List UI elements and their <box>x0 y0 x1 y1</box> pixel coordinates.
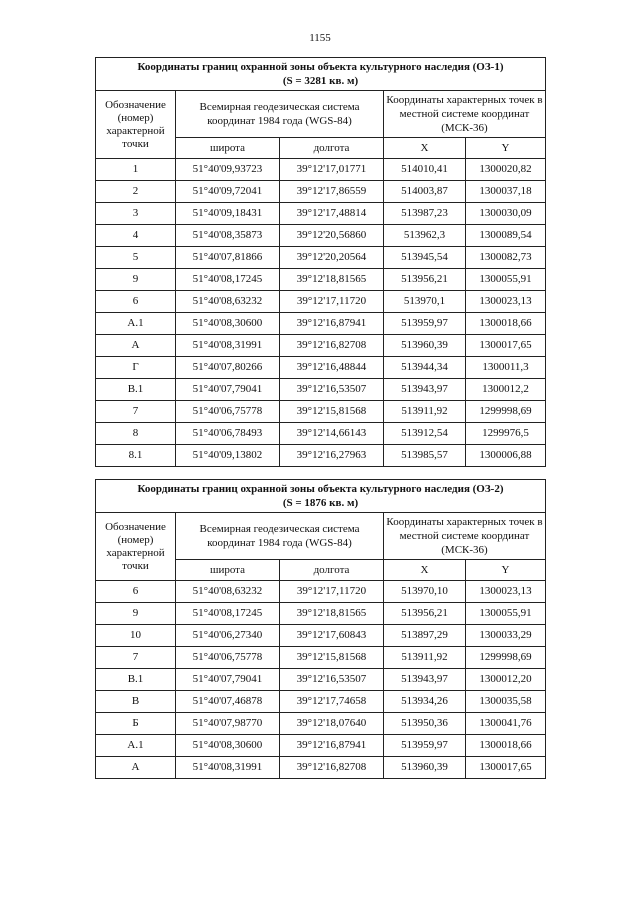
x-cell: 513956,21 <box>384 603 466 625</box>
table-row <box>96 335 546 357</box>
y-cell: 1300041,76 <box>466 713 546 735</box>
y-cell: 1299998,69 <box>466 647 546 669</box>
y-cell: 1299976,5 <box>466 423 546 445</box>
x-cell: 513960,39 <box>384 757 466 779</box>
oz2-title-text: Координаты границ охранной зоны объекта культурного наследия (ОЗ-2) <box>137 483 504 495</box>
oz1-table-title <box>96 58 546 91</box>
table-row <box>96 603 546 625</box>
y-cell: 1300018,66 <box>466 735 546 757</box>
point-cell: Б <box>96 713 176 735</box>
longitude-cell: 39°12'17,01771 <box>280 159 384 181</box>
y-cell: 1300037,18 <box>466 181 546 203</box>
y-column-header: Y <box>466 560 546 581</box>
y-cell: 1299998,69 <box>466 401 546 423</box>
point-cell: 7 <box>96 647 176 669</box>
longitude-cell: 39°12'16,53507 <box>280 669 384 691</box>
latitude-cell: 51°40'09,72041 <box>176 181 280 203</box>
table-row <box>96 269 546 291</box>
table-row <box>96 735 546 757</box>
oz2-table-title <box>96 480 546 513</box>
x-cell: 513945,54 <box>384 247 466 269</box>
x-cell: 513985,57 <box>384 445 466 467</box>
table-row <box>96 181 546 203</box>
msk-column-header: Координаты характерных точек в местной системе координат (МСК-36) <box>384 513 546 560</box>
msk-column-header: Координаты характерных точек в местной системе координат (МСК-36) <box>384 91 546 138</box>
x-cell: 513962,3 <box>384 225 466 247</box>
y-cell: 1300035,58 <box>466 691 546 713</box>
latitude-cell: 51°40'09,13802 <box>176 445 280 467</box>
point-cell: 1 <box>96 159 176 181</box>
table-row <box>96 423 546 445</box>
x-cell: 513897,29 <box>384 625 466 647</box>
latitude-cell: 51°40'07,79041 <box>176 669 280 691</box>
x-cell: 513950,36 <box>384 713 466 735</box>
y-cell: 1300018,66 <box>466 313 546 335</box>
point-cell: 7 <box>96 401 176 423</box>
longitude-cell: 39°12'18,07640 <box>280 713 384 735</box>
latitude-cell: 51°40'09,18431 <box>176 203 280 225</box>
longitude-cell: 39°12'14,66143 <box>280 423 384 445</box>
longitude-cell: 39°12'17,48814 <box>280 203 384 225</box>
longitude-cell: 39°12'17,11720 <box>280 291 384 313</box>
table-row <box>96 401 546 423</box>
point-cell: А <box>96 757 176 779</box>
longitude-cell: 39°12'15,81568 <box>280 647 384 669</box>
x-cell: 513934,26 <box>384 691 466 713</box>
x-cell: 513943,97 <box>384 669 466 691</box>
x-cell: 513970,10 <box>384 581 466 603</box>
y-cell: 1300055,91 <box>466 603 546 625</box>
y-cell: 1300012,20 <box>466 669 546 691</box>
wgs-column-header: Всемирная геодезическая система координат 1984 года (WGS-84) <box>176 513 384 560</box>
y-cell: 1300082,73 <box>466 247 546 269</box>
longitude-column-header: долгота <box>280 560 384 581</box>
wgs-column-header: Всемирная геодезическая система координат 1984 года (WGS-84) <box>176 91 384 138</box>
point-cell: 5 <box>96 247 176 269</box>
y-cell: 1300033,29 <box>466 625 546 647</box>
point-cell: А <box>96 335 176 357</box>
table-row <box>96 203 546 225</box>
y-cell: 1300011,3 <box>466 357 546 379</box>
longitude-cell: 39°12'16,48844 <box>280 357 384 379</box>
y-cell: 1300006,88 <box>466 445 546 467</box>
latitude-column-header: широта <box>176 560 280 581</box>
x-cell: 513944,34 <box>384 357 466 379</box>
table-row <box>96 291 546 313</box>
latitude-cell: 51°40'08,30600 <box>176 313 280 335</box>
latitude-column-header: широта <box>176 138 280 159</box>
longitude-cell: 39°12'16,82708 <box>280 757 384 779</box>
longitude-cell: 39°12'18,81565 <box>280 603 384 625</box>
longitude-cell: 39°12'16,53507 <box>280 379 384 401</box>
y-cell: 1300023,13 <box>466 291 546 313</box>
latitude-cell: 51°40'07,81866 <box>176 247 280 269</box>
x-column-header: X <box>384 560 466 581</box>
latitude-cell: 51°40'08,63232 <box>176 291 280 313</box>
oz1-area-text: (S = 3281 кв. м) <box>282 75 359 87</box>
table-row <box>96 159 546 181</box>
x-column-header: X <box>384 138 466 159</box>
table-row <box>96 691 546 713</box>
y-cell: 1300012,2 <box>466 379 546 401</box>
table-row <box>96 713 546 735</box>
longitude-cell: 39°12'16,27963 <box>280 445 384 467</box>
x-cell: 513911,92 <box>384 401 466 423</box>
latitude-cell: 51°40'08,63232 <box>176 581 280 603</box>
table-row <box>96 581 546 603</box>
table-row <box>96 225 546 247</box>
latitude-cell: 51°40'07,98770 <box>176 713 280 735</box>
table-row <box>96 357 546 379</box>
longitude-cell: 39°12'15,81568 <box>280 401 384 423</box>
point-cell: А.1 <box>96 735 176 757</box>
x-cell: 513912,54 <box>384 423 466 445</box>
longitude-cell: 39°12'17,11720 <box>280 581 384 603</box>
oz1-coordinates-table <box>95 57 546 467</box>
table-row <box>96 625 546 647</box>
oz2-coordinates-table <box>95 479 546 779</box>
longitude-column-header: долгота <box>280 138 384 159</box>
latitude-cell: 51°40'08,35873 <box>176 225 280 247</box>
longitude-cell: 39°12'17,60843 <box>280 625 384 647</box>
longitude-cell: 39°12'16,82708 <box>280 335 384 357</box>
longitude-cell: 39°12'17,74658 <box>280 691 384 713</box>
y-column-header: Y <box>466 138 546 159</box>
latitude-cell: 51°40'09,93723 <box>176 159 280 181</box>
point-cell: Г <box>96 357 176 379</box>
page-number: 1155 <box>309 32 331 44</box>
point-cell: В.1 <box>96 669 176 691</box>
point-cell: 2 <box>96 181 176 203</box>
x-cell: 513960,39 <box>384 335 466 357</box>
latitude-cell: 51°40'08,17245 <box>176 269 280 291</box>
longitude-cell: 39°12'20,56860 <box>280 225 384 247</box>
point-cell: 8 <box>96 423 176 445</box>
point-cell: 6 <box>96 581 176 603</box>
point-cell: 9 <box>96 269 176 291</box>
point-cell: 10 <box>96 625 176 647</box>
y-cell: 1300055,91 <box>466 269 546 291</box>
longitude-cell: 39°12'20,20564 <box>280 247 384 269</box>
latitude-cell: 51°40'06,75778 <box>176 647 280 669</box>
oz1-title-text: Координаты границ охранной зоны объекта культурного наследия (ОЗ-1) <box>137 61 504 73</box>
longitude-cell: 39°12'16,87941 <box>280 313 384 335</box>
x-cell: 513970,1 <box>384 291 466 313</box>
x-cell: 513911,92 <box>384 647 466 669</box>
y-cell: 1300017,65 <box>466 335 546 357</box>
table-row <box>96 669 546 691</box>
table-row <box>96 757 546 779</box>
latitude-cell: 51°40'08,31991 <box>176 335 280 357</box>
longitude-cell: 39°12'16,87941 <box>280 735 384 757</box>
point-cell: В.1 <box>96 379 176 401</box>
y-cell: 1300089,54 <box>466 225 546 247</box>
x-cell: 513959,97 <box>384 313 466 335</box>
table-row <box>96 247 546 269</box>
x-cell: 514010,41 <box>384 159 466 181</box>
point-column-header: Обозначение (номер) характерной точки <box>96 91 176 159</box>
x-cell: 513943,97 <box>384 379 466 401</box>
latitude-cell: 51°40'06,75778 <box>176 401 280 423</box>
longitude-cell: 39°12'17,86559 <box>280 181 384 203</box>
point-cell: 4 <box>96 225 176 247</box>
y-cell: 1300023,13 <box>466 581 546 603</box>
latitude-cell: 51°40'06,78493 <box>176 423 280 445</box>
point-cell: А.1 <box>96 313 176 335</box>
latitude-cell: 51°40'08,31991 <box>176 757 280 779</box>
x-cell: 513956,21 <box>384 269 466 291</box>
y-cell: 1300020,82 <box>466 159 546 181</box>
point-cell: 9 <box>96 603 176 625</box>
table-row <box>96 313 546 335</box>
latitude-cell: 51°40'08,17245 <box>176 603 280 625</box>
y-cell: 1300017,65 <box>466 757 546 779</box>
point-column-header: Обозначение (номер) характерной точки <box>96 513 176 581</box>
point-cell: В <box>96 691 176 713</box>
x-cell: 514003,87 <box>384 181 466 203</box>
longitude-cell: 39°12'18,81565 <box>280 269 384 291</box>
table-row <box>96 647 546 669</box>
latitude-cell: 51°40'07,46878 <box>176 691 280 713</box>
point-cell: 3 <box>96 203 176 225</box>
x-cell: 513987,23 <box>384 203 466 225</box>
x-cell: 513959,97 <box>384 735 466 757</box>
table-row <box>96 379 546 401</box>
latitude-cell: 51°40'07,80266 <box>176 357 280 379</box>
point-cell: 8.1 <box>96 445 176 467</box>
latitude-cell: 51°40'06,27340 <box>176 625 280 647</box>
latitude-cell: 51°40'08,30600 <box>176 735 280 757</box>
table-row <box>96 445 546 467</box>
oz2-area-text: (S = 1876 кв. м) <box>282 497 359 509</box>
latitude-cell: 51°40'07,79041 <box>176 379 280 401</box>
point-cell: 6 <box>96 291 176 313</box>
y-cell: 1300030,09 <box>466 203 546 225</box>
